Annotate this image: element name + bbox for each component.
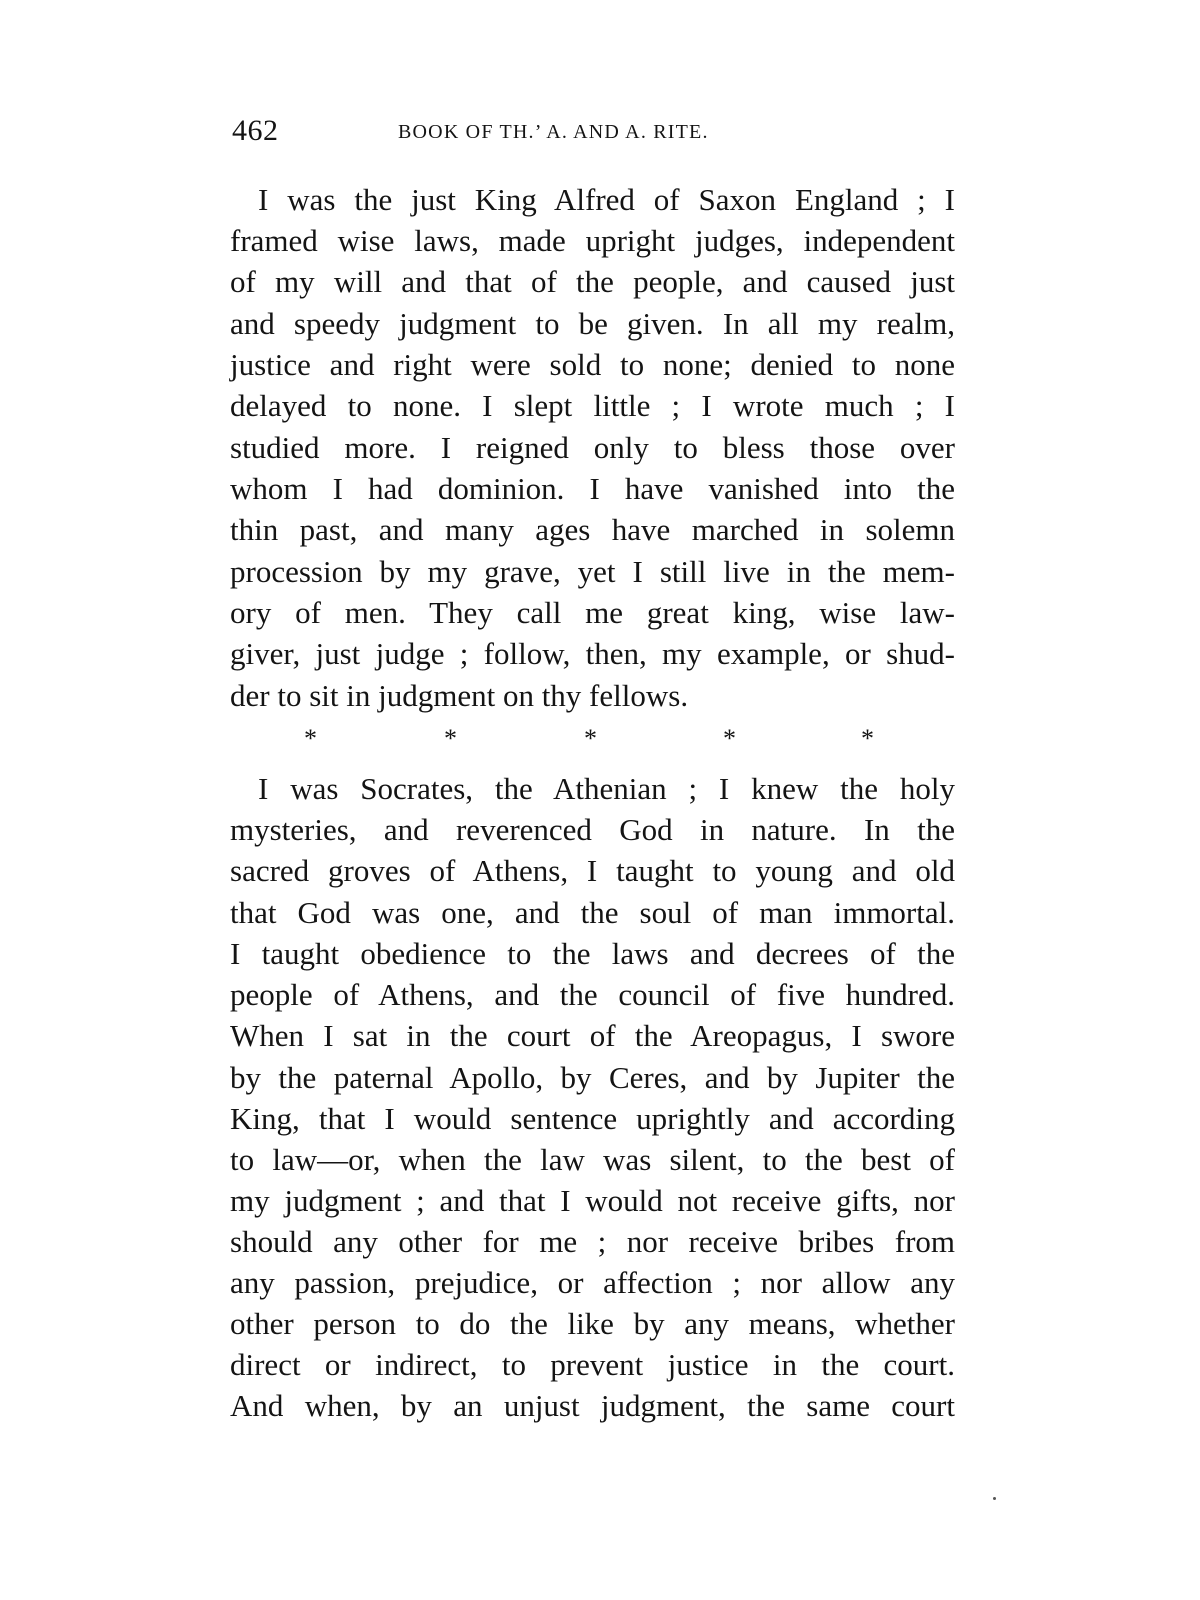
separator-star: * [861, 724, 874, 753]
text-line: I was Socrates, the Athenian ; I knew the holy [258, 771, 955, 806]
text-line: And when, by an unjust judgment, the same court [230, 1388, 955, 1423]
separator-star: * [584, 724, 597, 753]
text-line: mysteries, and reverenced God in nature. In the [230, 812, 955, 847]
text-line: der to sit in judgment on thy fellows. [230, 678, 689, 713]
text-line: sacred groves of Athens, I taught to young and old [230, 853, 955, 888]
text-line: people of Athens, and the council of five hundred. [230, 977, 955, 1012]
text-line: procession by my grave, yet I still live in the mem- [230, 554, 955, 589]
text-line: ory of men. They call me great king, wise law- [230, 595, 955, 630]
text-line: other person to do the like by any means, whether [230, 1306, 955, 1341]
text-line: that God was one, and the soul of man immortal. [230, 895, 955, 930]
text-line: to law—or, when the law was silent, to the best of [230, 1142, 955, 1177]
text-line: framed wise laws, made upright judges, independent [230, 223, 955, 258]
paper-speck [993, 1497, 996, 1500]
text-line: any passion, prejudice, or affection ; nor allow any [230, 1265, 955, 1300]
text-line: I taught obedience to the laws and decrees of the [230, 936, 955, 971]
separator-star: * [304, 724, 317, 753]
running-head: BOOK OF TH.’ A. AND A. RITE. [398, 121, 709, 143]
text-line: whom I had dominion. I have vanished into the [230, 471, 955, 506]
text-line: delayed to none. I slept little ; I wrote much ; I [230, 388, 955, 423]
text-line: giver, just judge ; follow, then, my example, or shud- [230, 636, 955, 671]
text-line: King, that I would sentence uprightly and according [230, 1101, 955, 1136]
text-line: When I sat in the court of the Areopagus, I swore [230, 1018, 955, 1053]
text-line: studied more. I reigned only to bless those over [230, 430, 955, 465]
text-line: my judgment ; and that I would not receive gifts, nor [230, 1183, 955, 1218]
text-line: direct or indirect, to prevent justice in the court. [230, 1347, 955, 1382]
text-line: thin past, and many ages have marched in solemn [230, 512, 955, 547]
separator-star: * [723, 724, 736, 753]
text-line: by the paternal Apollo, by Ceres, and by Jupiter the [230, 1060, 955, 1095]
page-number: 462 [232, 114, 279, 147]
text-line: and speedy judgment to be given. In all my realm, [230, 306, 955, 341]
text-line: I was the just King Alfred of Saxon England ; I [258, 182, 955, 217]
text-line: of my will and that of the people, and caused just [230, 264, 955, 299]
text-line: should any other for me ; nor receive bribes from [230, 1224, 955, 1259]
text-line: justice and right were sold to none; denied to none [230, 347, 955, 382]
separator-star: * [444, 724, 457, 753]
